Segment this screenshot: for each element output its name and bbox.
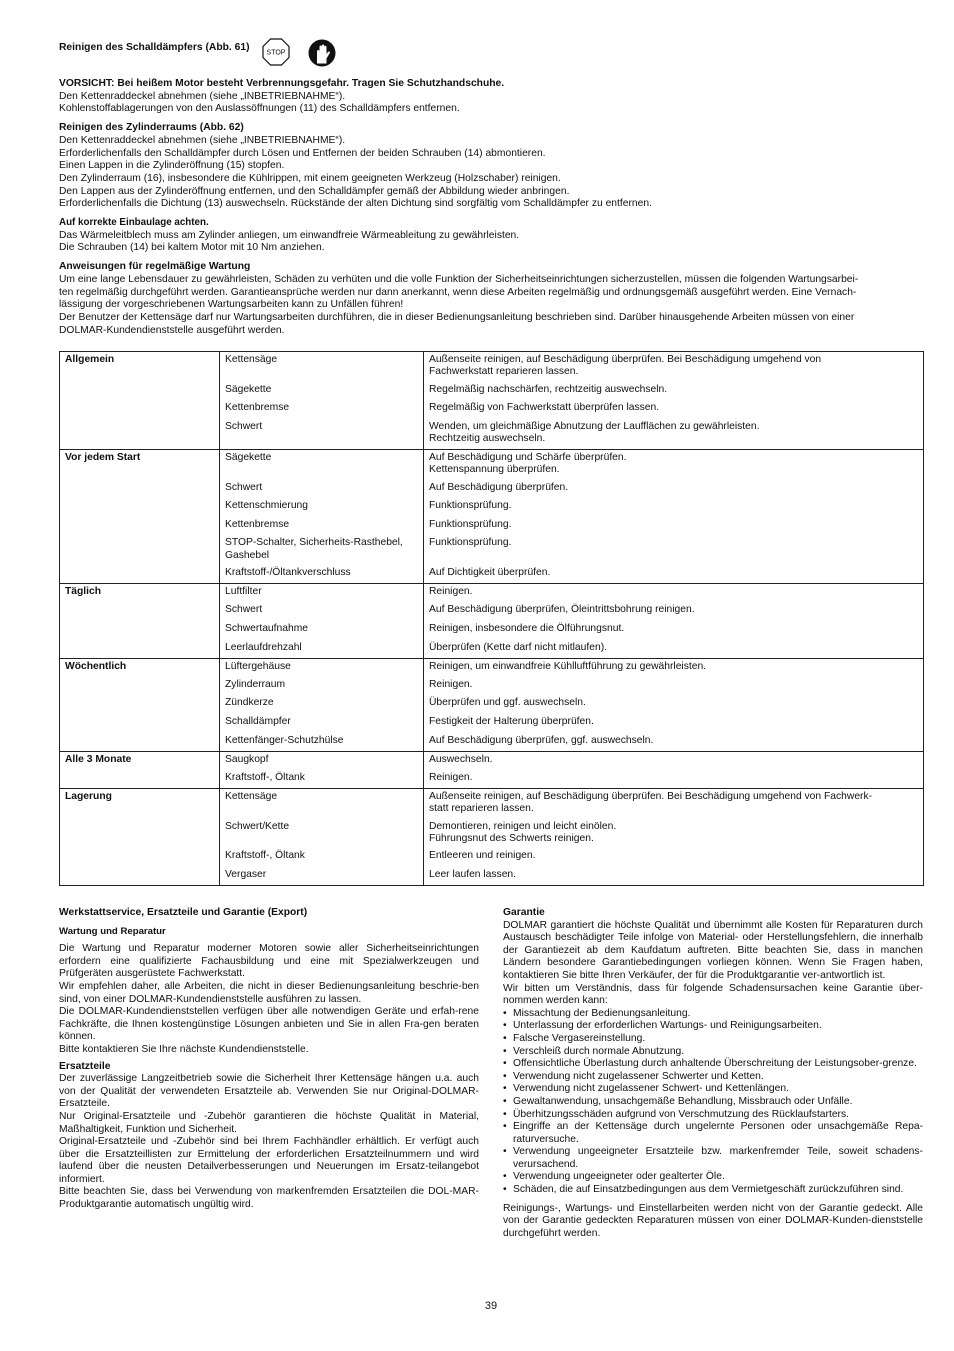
- list-item: • Offensichtliche Überlastung durch anhaltende Überschreitung der Leistungsober-grenze.: [503, 1058, 923, 1071]
- maintenance-action: Demontieren, reinigen und leicht einölen. Führungsnut des Schwerts reinigen.: [424, 819, 924, 849]
- maintenance-action: Regelmäßig von Fachwerkstatt überprüfen lassen.: [424, 400, 924, 419]
- maintenance-interval: [60, 602, 220, 621]
- table-row: [60, 565, 924, 584]
- maintenance-part: STOP-Schalter, Sicherheits-Rasthebel, Gashebel: [220, 535, 424, 565]
- maintenance-action: Entleeren und reinigen.: [424, 848, 924, 867]
- cylinder-title: Reinigen des Zylinderraums (Abb. 62): [59, 122, 244, 134]
- table-row: [60, 449, 924, 479]
- maintenance-interval: [60, 565, 220, 584]
- maintenance-part: Schalldämpfer: [220, 714, 424, 733]
- maintenance-interval: [60, 640, 220, 659]
- table-row: [60, 733, 924, 752]
- cylinder-line: Den Kettenraddeckel abnehmen (siehe „INBETRIEBNAHME“).: [59, 134, 346, 146]
- maintenance-part: Kraftstoff-/Öltankverschluss: [220, 565, 424, 584]
- maintenance-interval: [60, 770, 220, 789]
- table-row: [60, 480, 924, 499]
- service-title: Werkstattservice, Ersatzteile und Garantie (Export): [59, 907, 308, 918]
- maintenance-interval: Wöchentlich: [60, 658, 220, 677]
- maintenance-action: Regelmäßig nachschärfen, rechtzeitig auswechseln.: [424, 382, 924, 401]
- maintenance-action: Auf Beschädigung und Schärfe überprüfen. Kettenspannung überprüfen.: [424, 449, 924, 479]
- right-column: [503, 907, 923, 1240]
- maintenance-part: Lüftergehäuse: [220, 658, 424, 677]
- list-item: • Falsche Vergasereinstellung.: [503, 1033, 923, 1046]
- maintenance-interval: [60, 714, 220, 733]
- maintenance-part: Sägekette: [220, 382, 424, 401]
- list-item: • Gewaltanwendung, unsachgemäße Behandlung, Missbrauch oder Unfälle.: [503, 1096, 923, 1109]
- table-row: [60, 382, 924, 401]
- warranty-paragraph: DOLMAR garantiert die höchste Qualität und übernimmt alle Kosten für Reparaturen durch Austausch beschädigter Teile infolge von Material- oder Herstellungsfehlern, die innerhalb der Garantiezeit ab dem Kaufdatum auftreten. Bitte beachten Sie, dass in manchen Ländern besondere Garantiebedingungen vorliegen können. Wenn Sie Fragen haben, kontaktieren Sie bitte Ihren Verkäufer, der für die Produktgarantie ver-antwortlich ist.: [503, 919, 923, 981]
- maintenance-interval: [60, 621, 220, 640]
- table-row: [60, 714, 924, 733]
- maintenance-part: Kettenschmierung: [220, 498, 424, 517]
- instructions-line: ten regelmäßig durchgeführt werden. Garantieansprüche werden nur dann anerkannt, wenn diese Arbeiten regelmäßig und ordnungsgemäß ausgeführt werden. Eine Vernach-: [59, 286, 857, 298]
- table-row: [60, 751, 924, 770]
- maintenance-action: Reinigen, um einwandfreie Kühlluftführung zu gewährleisten.: [424, 658, 924, 677]
- maintenance-action: Auswechseln.: [424, 751, 924, 770]
- upper-text-block: [59, 38, 923, 337]
- maintenance-action: Funktionsprüfung.: [424, 517, 924, 536]
- maintenance-part: Schwertaufnahme: [220, 621, 424, 640]
- maintenance-part: Leerlaufdrehzahl: [220, 640, 424, 659]
- maintenance-action: Überprüfen und ggf. auswechseln.: [424, 695, 924, 714]
- list-item: • Unterlassung der erforderlichen Wartungs- und Reinigungsarbeiten.: [503, 1020, 923, 1033]
- maintenance-action: Leer laufen lassen.: [424, 867, 924, 886]
- maintenance-part: Schwert: [220, 419, 424, 449]
- repair-title: Wartung und Reparatur: [59, 925, 166, 937]
- maintenance-action: Funktionsprüfung.: [424, 535, 924, 565]
- table-row: [60, 400, 924, 419]
- table-row: [60, 819, 924, 849]
- table-row: [60, 535, 924, 565]
- maintenance-action: Wenden, um gleichmäßige Abnutzung der Laufflächen zu gewährleisten. Rechtzeitig auswechseln.: [424, 419, 924, 449]
- maintenance-action: Außenseite reinigen, auf Beschädigung überprüfen. Bei Beschädigung umgehend von Fachwerk- statt reparieren lassen.: [424, 788, 924, 818]
- repair-paragraph: Bitte kontaktieren Sie Ihre nächste Kundendienststelle.: [59, 1043, 309, 1055]
- install-line: Das Wärmeleitblech muss am Zylinder anliegen, um einwandfreie Wärmeableitung zu gewährleisten.: [59, 229, 520, 241]
- maintenance-part: Sägekette: [220, 449, 424, 479]
- maintenance-part: Kettenfänger-Schutzhülse: [220, 733, 424, 752]
- table-row: [60, 498, 924, 517]
- list-item: • Verwendung nicht zugelassener Schwert- und Kettenlängen.: [503, 1083, 923, 1096]
- maintenance-action: Reinigen.: [424, 770, 924, 789]
- table-row: [60, 658, 924, 677]
- protective-gloves-icon: [308, 39, 336, 67]
- instructions-title: Anweisungen für regelmäßige Wartung: [59, 261, 251, 273]
- maintenance-action: Auf Beschädigung überprüfen.: [424, 480, 924, 499]
- cylinder-line: Erforderlichenfalls den Schalldämpfer durch Lösen und Entfernen der beiden Schrauben (14) abmontieren.: [59, 147, 546, 159]
- list-item: • Verwendung ungeeigneter Ersatzteile bzw. markenfremder Teile, soweit schadens-verursachend.: [503, 1146, 923, 1171]
- maintenance-part: Saugkopf: [220, 751, 424, 770]
- muffler-warning: VORSICHT: Bei heißem Motor besteht Verbrennungsgefahr. Tragen Sie Schutzhandschuhe.: [59, 78, 505, 89]
- maintenance-part: Kettenbremse: [220, 517, 424, 536]
- maintenance-interval: [60, 867, 220, 886]
- table-row: [60, 640, 924, 659]
- table-row: [60, 621, 924, 640]
- maintenance-interval: [60, 382, 220, 401]
- maintenance-part: Schwert: [220, 480, 424, 499]
- maintenance-action: Reinigen, insbesondere die Ölführungsnut.: [424, 621, 924, 640]
- page-number: 39: [484, 1300, 498, 1312]
- table-row: [60, 788, 924, 818]
- list-item: • Verwendung ungeeigneter oder gealterter Öle.: [503, 1171, 923, 1184]
- repair-paragraph: Die Wartung und Reparatur moderner Motoren sowie aller Sicherheitseinrichtungen erfordern eine qualifizierte Fachausbildung und eine mit Spezialwerkzeugen und Prüfgeräten ausgerüstete Fachwerkstatt.: [59, 943, 479, 980]
- table-row: [60, 848, 924, 867]
- stop-icon: [262, 38, 290, 66]
- maintenance-interval: [60, 733, 220, 752]
- muffler-title-row: [59, 38, 923, 78]
- cylinder-line: Den Zylinderraum (16), insbesondere die Kühlrippen, mit einem geeigneten Werkzeug (Holzschaber) reinigen.: [59, 172, 561, 184]
- maintenance-interval: [60, 419, 220, 449]
- maintenance-action: Auf Dichtigkeit überprüfen.: [424, 565, 924, 584]
- maintenance-part: Kraftstoff-, Öltank: [220, 770, 424, 789]
- maintenance-part: Kettensäge: [220, 352, 424, 382]
- list-item: • Verschleiß durch normale Abnutzung.: [503, 1046, 923, 1059]
- list-item: • Verwendung nicht zugelassener Schwerter und Ketten.: [503, 1071, 923, 1084]
- parts-title: Ersatzteile: [59, 1060, 111, 1072]
- table-row: [60, 602, 924, 621]
- warranty-paragraph: Reinigungs-, Wartungs- und Einstellarbeiten werden nicht von der Garantie gedeckt. Alle von der Garantie gedeckten Reparaturen müssen von einer DOLMAR-Kunden-dienststelle durchgeführt werden.: [503, 1202, 923, 1239]
- maintenance-action: Funktionsprüfung.: [424, 498, 924, 517]
- maintenance-interval: [60, 517, 220, 536]
- instructions-line: Um eine lange Lebensdauer zu gewährleisten, Schäden zu verhüten und die volle Funktion der Sicherheitseinrichtungen sicherzustellen, müssen die folgenden Wartungsarbei-: [59, 273, 859, 285]
- instructions-line: lässigung der vorgeschriebenen Wartungsarbeiten kann zu Unfällen führen!: [59, 299, 404, 311]
- table-row: [60, 677, 924, 696]
- maintenance-interval: [60, 480, 220, 499]
- maintenance-part: Kettensäge: [220, 788, 424, 818]
- maintenance-action: Auf Beschädigung überprüfen, Öleintrittsbohrung reinigen.: [424, 602, 924, 621]
- parts-paragraph: Der zuverlässige Langzeitbetrieb sowie die Sicherheit Ihrer Kettensäge hängen u.a. auch von der Qualität der verwendeten Ersatzteile ab. Verwenden Sie nur Original-DOLMAR-Ersatzteile.: [59, 1073, 479, 1110]
- parts-paragraph: Bitte beachten Sie, dass bei Verwendung von markenfremden Ersatzteilen die DOL-MAR-Produktgarantie automatisch ungültig wird.: [59, 1186, 479, 1211]
- maintenance-interval: [60, 535, 220, 565]
- maintenance-interval: [60, 695, 220, 714]
- maintenance-part: Vergaser: [220, 867, 424, 886]
- muffler-line: Den Kettenraddeckel abnehmen (siehe „INBETRIEBNAHME“).: [59, 90, 346, 102]
- maintenance-interval: Alle 3 Monate: [60, 751, 220, 770]
- maintenance-part: Kettenbremse: [220, 400, 424, 419]
- table-row: [60, 517, 924, 536]
- list-item: • Eingriffe an der Kettensäge durch ungelernte Personen oder unsachgemäße Repa-raturversuche.: [503, 1121, 923, 1146]
- list-item: • Schäden, die auf Einsatzbedingungen aus dem Vermietgeschäft zurückzuführen sind.: [503, 1184, 923, 1197]
- maintenance-part: Zündkerze: [220, 695, 424, 714]
- list-item: • Missachtung der Bedienungsanleitung.: [503, 1008, 923, 1021]
- maintenance-part: Schwert/Kette: [220, 819, 424, 849]
- warranty-title: Garantie: [503, 907, 545, 918]
- maintenance-part: Luftfilter: [220, 584, 424, 603]
- repair-paragraph: Wir empfehlen daher, alle Arbeiten, die nicht in dieser Bedienungsanleitung beschrie-ben sind, von einer DOLMAR-Kundendienststelle ausführen zu lassen.: [59, 980, 479, 1005]
- maintenance-action: Auf Beschädigung überprüfen, ggf. auswechseln.: [424, 733, 924, 752]
- cylinder-line: Einen Lappen in die Zylinderöffnung (15) stopfen.: [59, 160, 285, 172]
- parts-paragraph: Nur Original-Ersatzteile und -Zubehör garantieren die höchste Qualität in Material, Maßhaltigkeit, Funktion und Sicherheit.: [59, 1110, 479, 1135]
- muffler-line: Kohlenstoffablagerungen von den Auslassöffnungen (11) des Schalldämpfers entfernen.: [59, 103, 460, 115]
- maintenance-action: Überprüfen (Kette darf nicht mitlaufen).: [424, 640, 924, 659]
- maintenance-action: Reinigen.: [424, 677, 924, 696]
- maintenance-interval: [60, 400, 220, 419]
- left-column: [59, 907, 479, 1240]
- parts-paragraph: Original-Ersatzteile und -Zubehör sind bei Ihrem Fachhändler erhältlich. Er verfügt auch über die Ersatzteillisten zur Ermittelung der erforderlichen Ersatzteilnummern und wird laufend über die neusten Detailverbesserungen und Neuerungen im Ersatz-teilangebot informiert.: [59, 1136, 479, 1185]
- table-row: [60, 770, 924, 789]
- table-row: [60, 695, 924, 714]
- maintenance-action: Außenseite reinigen, auf Beschädigung überprüfen. Bei Beschädigung umgehend von Fachwerkstatt reparieren lassen.: [424, 352, 924, 382]
- maintenance-table: [59, 351, 924, 886]
- maintenance-interval: [60, 819, 220, 849]
- maintenance-interval: Täglich: [60, 584, 220, 603]
- muffler-title: Reinigen des Schalldämpfers (Abb. 61): [59, 42, 250, 53]
- maintenance-interval: Allgemein: [60, 352, 220, 382]
- install-title: Auf korrekte Einbaulage achten.: [59, 217, 209, 229]
- warranty-paragraph: Wir bitten um Verständnis, dass für folgende Schadensursachen keine Garantie über-nommen werden kann:: [503, 982, 923, 1007]
- maintenance-interval: [60, 848, 220, 867]
- warranty-exclusions-list: [503, 1008, 923, 1197]
- instructions-line: DOLMAR-Kundendienststelle ausgeführt werden.: [59, 324, 285, 336]
- table-row: [60, 584, 924, 603]
- maintenance-part: Schwert: [220, 602, 424, 621]
- instructions-line: Der Benutzer der Kettensäge darf nur Wartungsarbeiten durchführen, die in dieser Bedienungsanleitung beschrieben sind. Darüber hinausgehende Arbeiten müssen von einer: [59, 311, 855, 323]
- install-line: Die Schrauben (14) bei kaltem Motor mit 10 Nm anziehen.: [59, 242, 325, 254]
- list-item: • Überhitzungsschäden aufgrund von Verschmutzung des Rücklaufstarters.: [503, 1109, 923, 1122]
- cylinder-line: Den Lappen aus der Zylinderöffnung entfernen, und den Schalldämpfer gemäß der Abbildung wieder anbringen.: [59, 185, 570, 197]
- maintenance-action: Festigkeit der Halterung überprüfen.: [424, 714, 924, 733]
- table-row: [60, 867, 924, 886]
- maintenance-interval: [60, 677, 220, 696]
- two-column-section: [59, 907, 923, 1240]
- maintenance-part: Kraftstoff-, Öltank: [220, 848, 424, 867]
- maintenance-interval: [60, 498, 220, 517]
- stop-icon-label: STOP: [266, 49, 286, 57]
- table-row: [60, 352, 924, 382]
- table-row: [60, 419, 924, 449]
- maintenance-action: Reinigen.: [424, 584, 924, 603]
- cylinder-line: Erforderlichenfalls die Dichtung (13) auswechseln. Rückstände der alten Dichtung sind sorgfältig vom Schalldämpfer zu entfernen.: [59, 198, 652, 210]
- maintenance-part: Zylinderraum: [220, 677, 424, 696]
- maintenance-interval: Lagerung: [60, 788, 220, 818]
- repair-paragraph: Die DOLMAR-Kundendienststellen verfügen über alle notwendigen Geräte und erfah-rene Fachkräfte, die Ihnen kostengünstige Lösungen anbieten und Sie in allen Fra-gen beraten können.: [59, 1006, 479, 1043]
- maintenance-interval: Vor jedem Start: [60, 449, 220, 479]
